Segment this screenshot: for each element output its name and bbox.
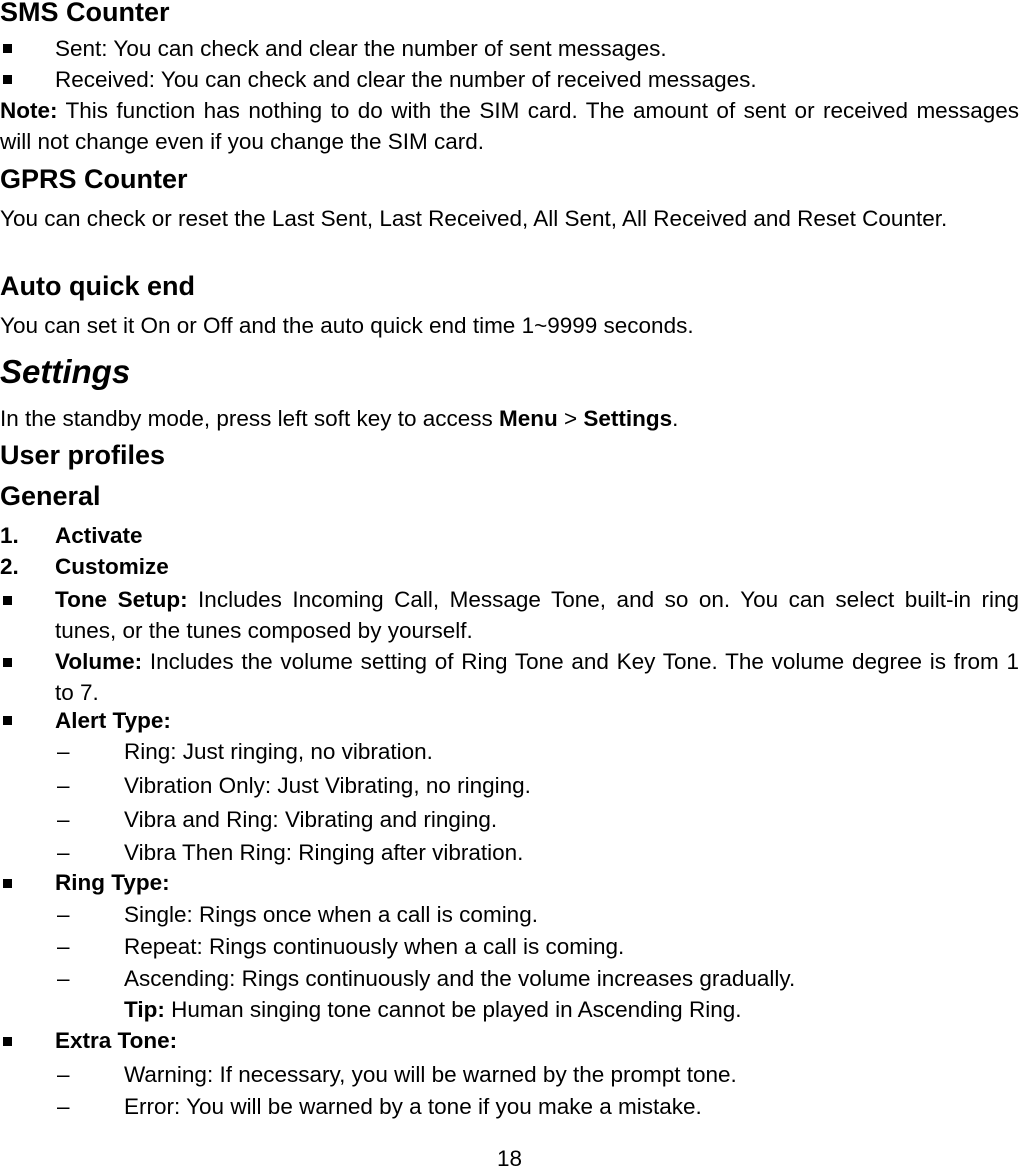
sms-counter-heading: SMS Counter <box>0 0 170 27</box>
dash-icon: – <box>57 966 70 991</box>
step-activate: Activate <box>55 523 143 548</box>
sms-sent-item: Sent: You can check and clear the number of sent messages. <box>55 36 667 61</box>
volume-item <box>55 646 1019 708</box>
alert-vibration-item: Vibration Only: Just Vibrating, no ringing. <box>124 773 531 798</box>
sms-received-item: Received: You can check and clear the number of received messages. <box>55 67 757 92</box>
dash-icon: – <box>57 934 70 959</box>
step-customize: Customize <box>55 554 169 579</box>
dash-icon: – <box>57 1094 70 1119</box>
step-number: 2. <box>0 554 19 579</box>
tip-text: Human singing tone cannot be played in Ascending Ring. <box>164 997 742 1022</box>
ring-repeat-item: Repeat: Rings continuously when a call is coming. <box>124 934 625 959</box>
ring-tip <box>124 997 741 1023</box>
extra-warning-item: Warning: If necessary, you will be warned by the prompt tone. <box>124 1062 737 1087</box>
dash-icon: – <box>57 773 70 798</box>
bullet-square-icon <box>3 879 12 888</box>
dash-icon: – <box>57 1062 70 1087</box>
tip-label: Tip: <box>124 997 165 1022</box>
extra-tone-label: Extra Tone: <box>55 1028 178 1053</box>
bullet-square-icon <box>3 658 12 667</box>
gprs-counter-heading: GPRS Counter <box>0 164 188 194</box>
note-text: This function has nothing to do with the SIM card. The amount of sent or received messages will not change even if you change the SIM card. <box>0 98 1019 154</box>
dash-icon: – <box>57 807 70 832</box>
alert-vibra-then-ring-item: Vibra Then Ring: Ringing after vibration. <box>124 840 524 865</box>
alert-vibra-ring-item: Vibra and Ring: Vibrating and ringing. <box>124 807 498 832</box>
page-number: 18 <box>496 1146 523 1171</box>
alert-type-label: Alert Type: <box>55 708 171 733</box>
path-separator: > <box>557 406 584 431</box>
tone-setup-label: Tone Setup: <box>55 587 188 612</box>
alert-ring-item: Ring: Just ringing, no vibration. <box>124 739 433 764</box>
settings-paragraph <box>0 405 678 432</box>
note-label: Note: <box>0 98 58 123</box>
ring-single-item: Single: Rings once when a call is coming. <box>124 902 538 927</box>
menu-label: Menu <box>499 406 558 431</box>
period: . <box>672 406 679 431</box>
bullet-square-icon <box>3 716 12 725</box>
general-heading: General <box>0 481 101 511</box>
sms-note-paragraph <box>0 95 1019 157</box>
volume-text: Includes the volume setting of Ring Tone and Key Tone. The volume degree is from 1 to 7. <box>55 649 1019 705</box>
tone-setup-text: Includes Incoming Call, Message Tone, and so on. You can select built-in ring tunes, or the tunes composed by yourself. <box>55 587 1019 643</box>
dash-icon: – <box>57 902 70 927</box>
bullet-square-icon <box>3 44 12 53</box>
settings-heading: Settings <box>0 353 131 390</box>
step-number: 1. <box>0 523 19 548</box>
auto-quick-end-paragraph: You can set it On or Off and the auto quick end time 1~9999 seconds. <box>0 313 694 338</box>
bullet-square-icon <box>3 596 12 605</box>
gprs-paragraph: You can check or reset the Last Sent, Last Received, All Sent, All Received and Reset Counter. <box>0 206 948 231</box>
bullet-square-icon <box>3 75 12 84</box>
extra-error-item: Error: You will be warned by a tone if you make a mistake. <box>124 1094 702 1119</box>
tone-setup-item <box>55 584 1019 646</box>
settings-label: Settings <box>583 406 673 431</box>
bullet-square-icon <box>3 1037 12 1046</box>
ring-ascending-item: Ascending: Rings continuously and the volume increases gradually. <box>124 966 796 991</box>
ring-type-label: Ring Type: <box>55 870 170 895</box>
auto-quick-end-heading: Auto quick end <box>0 271 195 301</box>
user-profiles-heading: User profiles <box>0 440 166 470</box>
settings-text: In the standby mode, press left soft key to access <box>0 406 499 431</box>
volume-label: Volume: <box>55 649 143 674</box>
dash-icon: – <box>57 739 70 764</box>
dash-icon: – <box>57 840 70 865</box>
